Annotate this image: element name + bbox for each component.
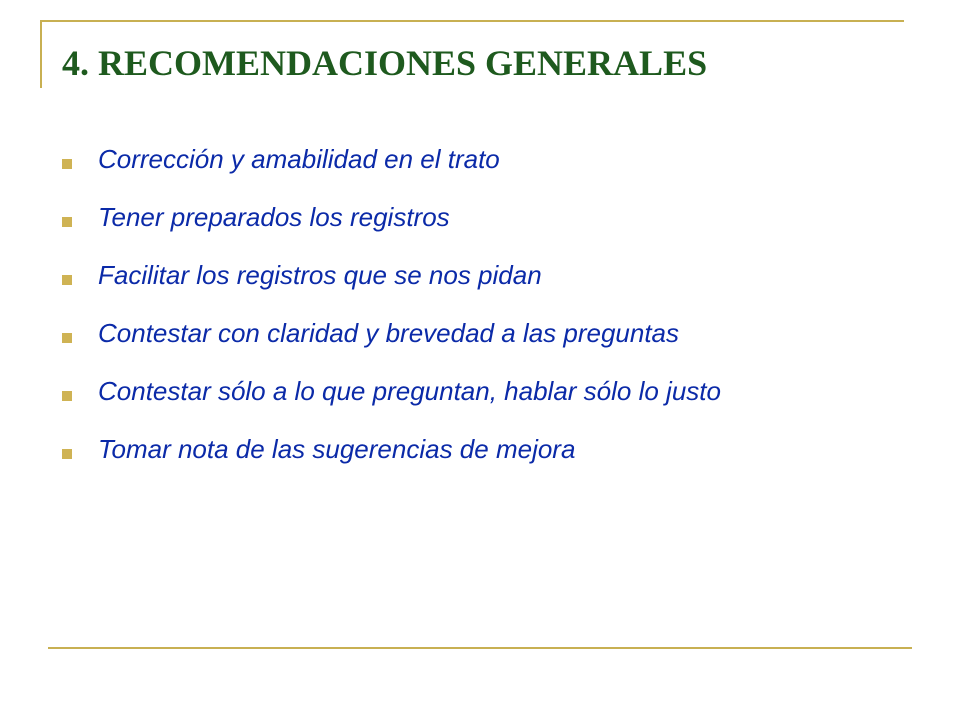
bottom-divider-line	[48, 647, 912, 649]
bullet-item	[62, 256, 902, 294]
bullet-item	[62, 372, 902, 410]
square-bullet-icon	[62, 217, 72, 227]
bullet-item	[62, 140, 902, 178]
bullet-item	[62, 430, 902, 468]
bullet-text: Tomar nota de las sugerencias de mejora	[98, 434, 576, 464]
bullet-text: Contestar con claridad y brevedad a las preguntas	[98, 318, 680, 348]
bullet-item	[62, 198, 902, 236]
square-bullet-icon	[62, 391, 72, 401]
top-divider-line	[40, 20, 904, 22]
bullet-text: Contestar sólo a lo que preguntan, hablar sólo lo justo	[98, 376, 721, 406]
square-bullet-icon	[62, 275, 72, 285]
slide-title: 4. RECOMENDACIONES GENERALES	[62, 43, 708, 83]
bullet-list	[62, 140, 902, 488]
square-bullet-icon	[62, 159, 72, 169]
left-accent-line	[40, 20, 42, 88]
bullet-item	[62, 314, 902, 352]
bullet-text: Tener preparados los registros	[98, 202, 450, 232]
bullet-text: Corrección y amabilidad en el trato	[98, 144, 500, 174]
square-bullet-icon	[62, 333, 72, 343]
bullet-text: Facilitar los registros que se nos pidan	[98, 260, 542, 290]
square-bullet-icon	[62, 449, 72, 459]
